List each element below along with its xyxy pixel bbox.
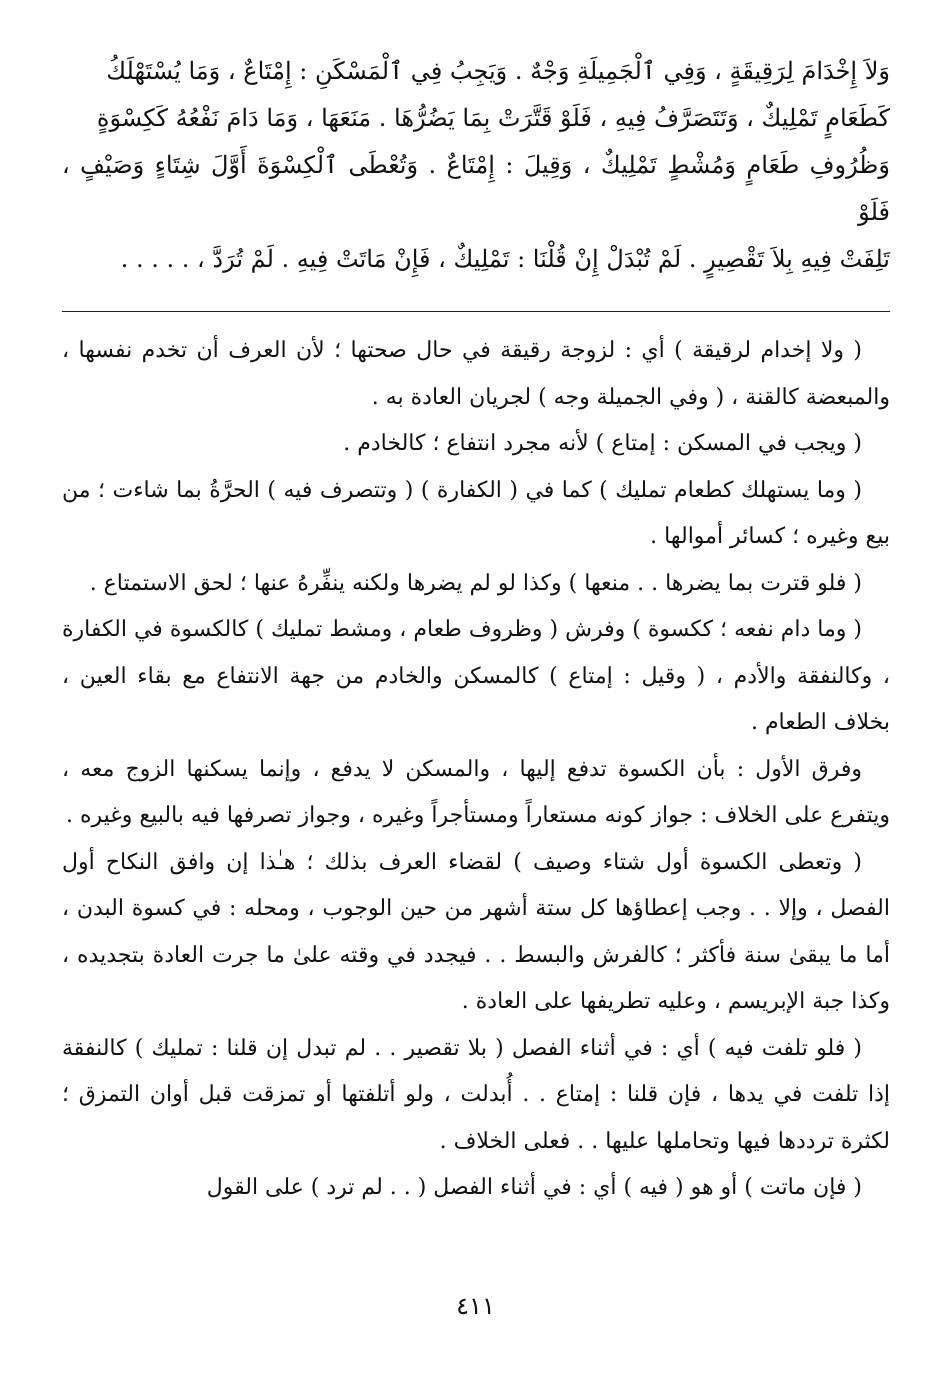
commentary-paragraph: ( فإن ماتت ) أو هو ( فيه ) أي : في أثناء الفصل ( . . لم ترد ) على القول: [206, 1175, 862, 1200]
main-text-line: وَظُرُوفِ طَعَامٍ وَمُشْطٍ تَمْلِيكٌ ، وَقِيلَ : إِمْتَاعٌ . وَتُعْطَى ٱلْكِسْوَةَ أَوَّلَ شِتَاءٍ وَصَيْفٍ ، فَلَوْ: [62, 151, 890, 226]
main-text-line: كَطَعَامٍ تَمْلِيكٌ ، وَتَتَصَرَّفُ فِيهِ ، فَلَوْ قَتَّرَتْ بِمَا يَضُرُّهَا . مَنَعَهَا ، وَمَا دَامَ نَفْعُهُ كَكِسْوَةٍ: [96, 104, 890, 132]
commentary-paragraph: ( فلو تلفت فيه ) أي : في أثناء الفصل ( بلا تقصير . . لم تبدل إن قلنا : تمليك ) كالنفقة إذا تلفت في يدها ، فإن قلنا : إمتاع . . أُبدلت ، ولو أتلفتها أو تمزقت قبل أوان التمزق ؛ لكثرة ترددها فيها وتحاملها عليها . . فعلى الخلاف .: [62, 1035, 890, 1154]
commentary-block: [62, 328, 890, 1212]
main-text-block: [62, 48, 890, 283]
commentary-paragraph: ( فلو قترت بما يضرها . . منعها ) وكذا لو لم يضرها ولكنه ينفِّرهُ عنها ؛ لحق الاستمتاع .: [89, 570, 862, 596]
page-body: [62, 48, 890, 1212]
main-text-line: تَلِفَتْ فِيهِ بِلاَ تَقْصِيرٍ . لَمْ تُبْدَلْ إِنْ قُلْنَا : تَمْلِيكٌ ، فَإِنْ مَاتَتْ فِيهِ . لَمْ تُرَدَّ ، . . . . .: [120, 245, 890, 273]
commentary-paragraph: ( وتعطى الكسوة أول شتاء وصيف ) لقضاء العرف بذلك ؛ هـٰذا إن وافق النكاح أول الفصل ، وإلا . . وجب إعطاؤها كل ستة أشهر من حين الوجوب ، ومحله : في كسوة البدن ، أما ما يبقىٰ سنة فأكثر ؛ كالفرش والبسط . . فيجدد في وقته علىٰ ما جرت العادة بتجديده ، وكذا جبة الإبريسم ، وعليه تطريفها على العادة .: [62, 849, 890, 1014]
commentary-paragraph: ( ولا إخدام لرقيقة ) أي : لزوجة رقيقة في حال صحتها ؛ لأن العرف أن تخدم نفسها ، والمبعضة كالقنة ، ( وفي الجميلة وجه ) لجريان العادة به .: [62, 338, 890, 410]
main-text-line: وَلاَ إِخْدَامَ لِرَقِيقَةٍ ، وَفِي ٱلْجَمِيلَةِ وَجْهٌ . وَيَجِبُ فِي ٱلْمَسْكَنِ : إِمْتَاعٌ ، وَمَا يُسْتَهْلَكُ: [106, 57, 890, 85]
commentary-paragraph: ( ويجب في المسكن : إمتاع ) لأنه مجرد انتفاع ؛ كالخادم .: [343, 431, 862, 456]
commentary-paragraph: ( وما يستهلك كطعام تمليك ) كما في ( الكفارة ) ( وتتصرف فيه ) الحرَّةُ بما شاءت ؛ من بيع وغيره ؛ كسائر أموالها .: [62, 477, 890, 549]
footnote-divider: [62, 311, 890, 312]
commentary-paragraph: ( وما دام نفعه ؛ ككسوة ) وفرش ( وظروف طعام ، ومشط تمليك ) كالكسوة في الكفارة ، وكالنفقة والأدم ، ( وقيل : إمتاع ) كالمسكن والخادم من جهة الانتفاع مع بقاء العين ، بخلاف الطعام .: [62, 617, 890, 735]
page-number: ٤١١: [456, 1292, 495, 1320]
commentary-paragraph: وفرق الأول : بأن الكسوة تدفع إليها ، والمسكن لا يدفع ، وإنما يسكنها الزوج معه ، ويتفرع على الخلاف : جواز كونه مستعاراً ومستأجراً وغيره ، وجواز تصرفها فيه بالبيع وغيره .: [62, 756, 890, 828]
